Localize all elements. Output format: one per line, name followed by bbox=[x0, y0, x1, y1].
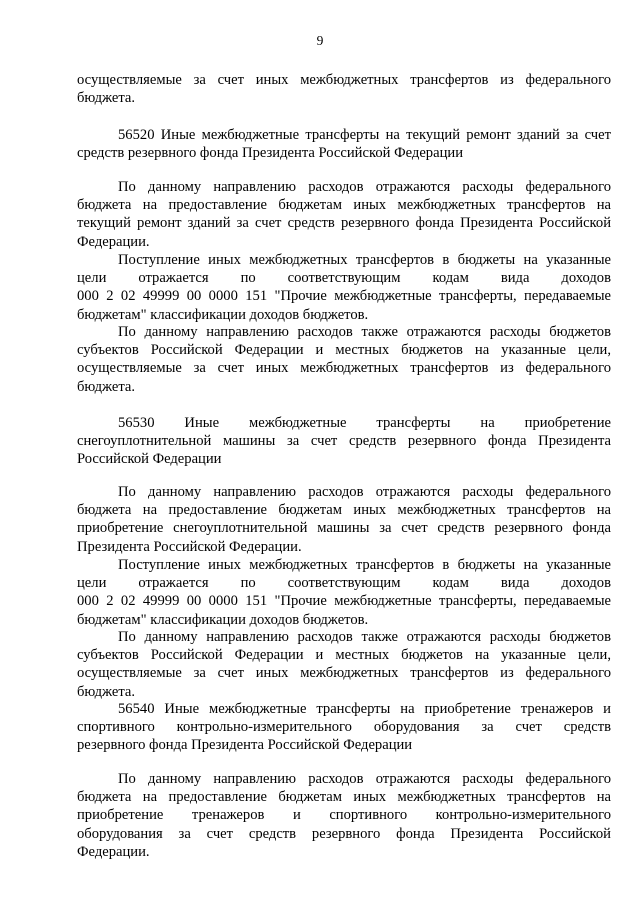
section-heading-56520: 56520 Иные межбюджетные трансферты на текущий ремонт зданий за счет средств резервного фонда Президента Российской Федерации bbox=[77, 127, 611, 162]
paragraph-continued: осуществляемые за счет иных межбюджетных трансфертов из федерального бюджета. bbox=[77, 72, 611, 107]
paragraph: По данному направлению расходов отражаются расходы федерального бюджета на предоставление бюджетам иных межбюджетных трансфертов на приобретение снегоуплотнительной машины за счет средств резервного фонда Президента Российской Федерации. bbox=[77, 484, 611, 555]
paragraph: По данному направлению расходов отражаются расходы федерального бюджета на предоставление бюджетам иных межбюджетных трансфертов на приобретение тренажеров и спортивного контрольно-измерительного оборудования за счет средств резервного фонда Президента Российской Федерации. bbox=[77, 771, 611, 860]
page-number: 9 bbox=[316, 33, 324, 48]
paragraph: Поступление иных межбюджетных трансфертов в бюджеты на указанные цели отражается по соответствующим кодам вида доходов 000 2 02 49999 00 0000 151 "Прочие межбюджетные трансферты, передаваемые бюджетам" классификации доходов бюджетов. bbox=[77, 557, 611, 628]
paragraph: По данному направлению расходов отражаются расходы федерального бюджета на предоставление бюджетам иных межбюджетных трансфертов на текущий ремонт зданий за счет средств резервного фонда Президента Российской Федерации. bbox=[77, 179, 611, 250]
section-heading-56530: 56530 Иные межбюджетные трансферты на приобретение снегоуплотнительной машины за счет средств резервного фонда Президента Российской Федерации bbox=[77, 415, 611, 468]
section-heading-56540: 56540 Иные межбюджетные трансферты на приобретение тренажеров и спортивного контрольно-измерительного оборудования за счет средств резервного фонда Президента Российской Федерации bbox=[77, 701, 611, 754]
paragraph: По данному направлению расходов также отражаются расходы бюджетов субъектов Российской Федерации и местных бюджетов на указанные цели, осуществляемые за счет иных межбюджетных трансфертов из федерального бюджета. bbox=[77, 629, 611, 700]
paragraph: По данному направлению расходов также отражаются расходы бюджетов субъектов Российской Федерации и местных бюджетов на указанные цели, осуществляемые за счет иных межбюджетных трансфертов из федерального бюджета. bbox=[77, 324, 611, 395]
paragraph: Поступление иных межбюджетных трансфертов в бюджеты на указанные цели отражается по соответствующим кодам вида доходов 000 2 02 49999 00 0000 151 "Прочие межбюджетные трансферты, передаваемые бюджетам" классификации доходов бюджетов. bbox=[77, 252, 611, 323]
